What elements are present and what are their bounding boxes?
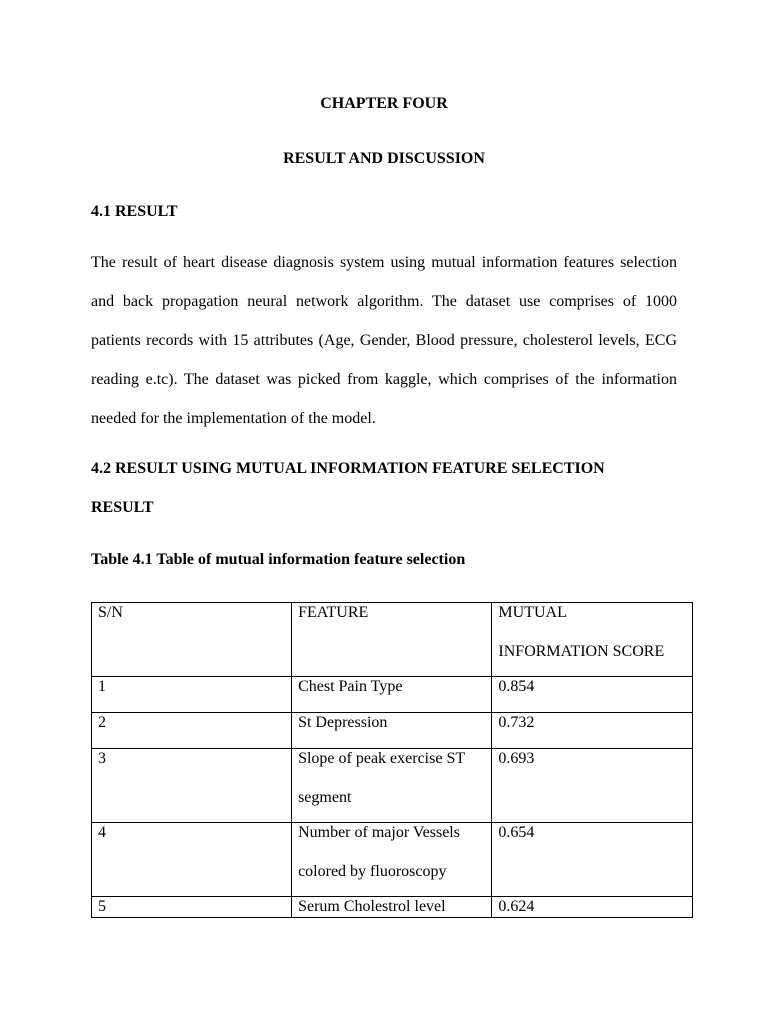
score-cell: 0.732 xyxy=(492,713,693,749)
header-cell-score: MUTUAL INFORMATION SCORE xyxy=(492,603,693,677)
feature-cell: Serum Cholestrol level xyxy=(292,897,492,918)
sn-cell: 5 xyxy=(92,897,292,918)
sn-cell: 1 xyxy=(92,677,292,713)
table-header-row xyxy=(92,603,693,677)
header-cell-sn: S/N xyxy=(92,603,292,677)
subheading-4-2: 4.2 RESULT USING MUTUAL INFORMATION FEATURE SELECTION xyxy=(91,460,605,477)
paragraph-line: The result of heart disease diagnosis system using mutual information features selection xyxy=(91,254,677,271)
score-cell: 0.693 xyxy=(492,749,693,823)
header-cell-feature: FEATURE xyxy=(292,603,492,677)
score-cell: 0.654 xyxy=(492,823,693,897)
feature-cell: St Depression xyxy=(292,713,492,749)
mutual-information-table xyxy=(91,602,693,918)
paragraph-line: needed for the implementation of the model. xyxy=(91,410,376,427)
score-cell: 0.854 xyxy=(492,677,693,713)
table-caption: Table 4.1 Table of mutual information feature selection xyxy=(91,551,466,568)
sn-cell: 4 xyxy=(92,823,292,897)
feature-cell: Slope of peak exercise ST segment xyxy=(292,749,492,823)
feature-cell: Chest Pain Type xyxy=(292,677,492,713)
table-row xyxy=(92,823,693,897)
feature-cell: Number of major Vessels colored by fluoroscopy xyxy=(292,823,492,897)
result-paragraph xyxy=(91,243,677,438)
table-row xyxy=(92,897,693,918)
subheading-4-1: 4.1 RESULT xyxy=(91,203,178,220)
sn-cell: 3 xyxy=(92,749,292,823)
section-title: RESULT AND DISCUSSION xyxy=(283,150,485,167)
sn-cell: 2 xyxy=(92,713,292,749)
paragraph-line: and back propagation neural network algorithm. The dataset use comprises of 1000 xyxy=(91,293,677,310)
table-row xyxy=(92,749,693,823)
subheading-4-2-continued: RESULT xyxy=(91,499,154,516)
chapter-title: CHAPTER FOUR xyxy=(320,95,448,112)
paragraph-line: patients records with 15 attributes (Age, Gender, Blood pressure, cholesterol levels, ECG xyxy=(91,332,677,349)
paragraph-line: reading e.tc). The dataset was picked from kaggle, which comprises of the information xyxy=(91,371,677,388)
score-cell: 0.624 xyxy=(492,897,693,918)
